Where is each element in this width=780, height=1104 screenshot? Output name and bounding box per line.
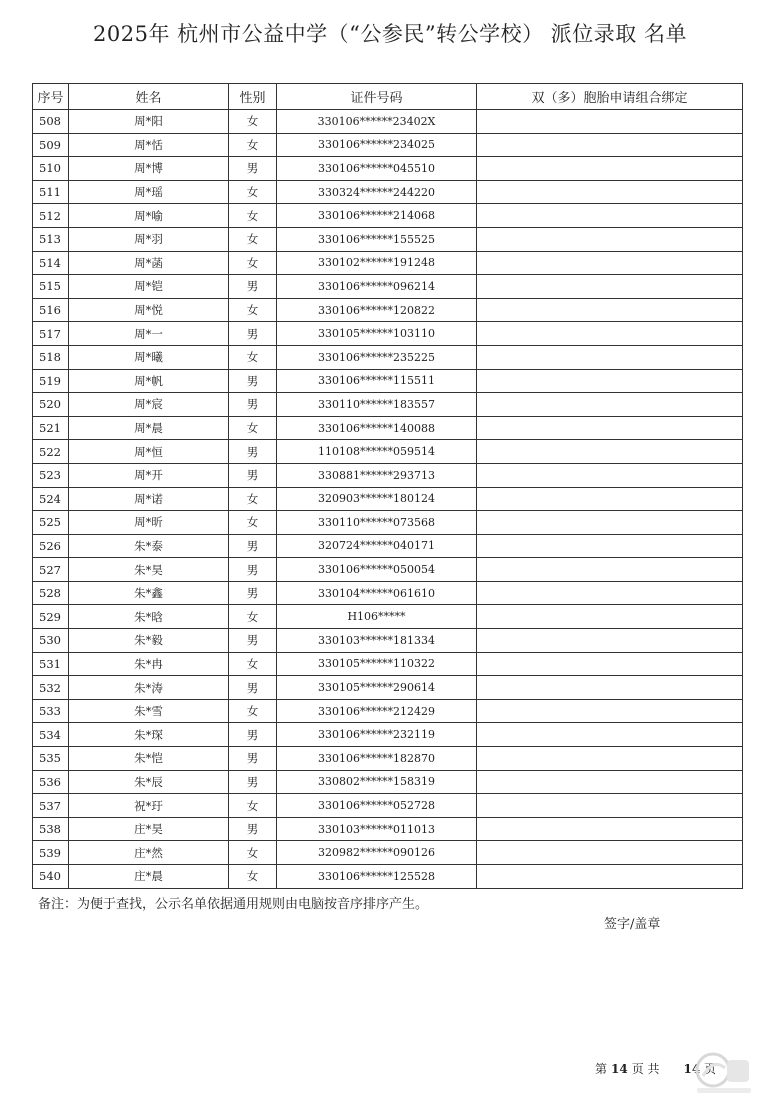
cell-twin-binding [477,275,743,299]
cell-name: 周*阳 [69,110,229,134]
table-row [33,605,743,629]
cell-id-number: 330106******115511 [277,369,477,393]
cell-id-number: 330106******214068 [277,204,477,228]
table-row [33,841,743,865]
cell-name: 周*开 [69,463,229,487]
cell-twin-binding [477,110,743,134]
cell-seq: 539 [33,841,69,865]
cell-gender: 女 [229,511,277,535]
cell-name: 祝*玗 [69,794,229,818]
cell-twin-binding [477,133,743,157]
cell-name: 周*一 [69,322,229,346]
table-row [33,723,743,747]
table-row [33,747,743,771]
cell-gender: 女 [229,487,277,511]
cell-seq: 518 [33,345,69,369]
cell-name: 周*帆 [69,369,229,393]
cell-name: 朱*雪 [69,699,229,723]
cell-twin-binding [477,157,743,181]
signature-label: 签字/盖章 [604,917,661,932]
table-row [33,393,743,417]
cell-name: 朱*琛 [69,723,229,747]
cell-seq: 531 [33,652,69,676]
cell-gender: 女 [229,416,277,440]
cell-id-number: 330106******182870 [277,747,477,771]
cell-name: 朱*恺 [69,747,229,771]
cell-gender: 女 [229,794,277,818]
cell-name: 庄*晨 [69,865,229,889]
cell-name: 周*宸 [69,393,229,417]
cell-seq: 524 [33,487,69,511]
cell-seq: 509 [33,133,69,157]
cell-gender: 女 [229,180,277,204]
cell-id-number: 330103******011013 [277,817,477,841]
cell-seq: 508 [33,110,69,134]
cell-name: 周*喻 [69,204,229,228]
cell-seq: 511 [33,180,69,204]
table-row [33,369,743,393]
roster-body [33,110,743,889]
site-watermark-logo-icon [693,1050,755,1096]
cell-id-number: 330102******191248 [277,251,477,275]
cell-seq: 514 [33,251,69,275]
cell-seq: 540 [33,865,69,889]
cell-gender: 女 [229,699,277,723]
cell-seq: 532 [33,676,69,700]
cell-name: 周*诺 [69,487,229,511]
cell-seq: 534 [33,723,69,747]
cell-name: 朱*晗 [69,605,229,629]
cell-id-number: 330106******052728 [277,794,477,818]
cell-seq: 533 [33,699,69,723]
cell-id-number: 330106******23402X [277,110,477,134]
cell-twin-binding [477,298,743,322]
cell-twin-binding [477,817,743,841]
cell-seq: 523 [33,463,69,487]
footnote: 备注：为便于查找，公示名单依据通用规则由电脑按音序排序产生。 [38,897,429,912]
cell-twin-binding [477,747,743,771]
cell-seq: 513 [33,227,69,251]
cell-twin-binding [477,605,743,629]
cell-id-number: 330802******158319 [277,770,477,794]
cell-id-number: 320903******180124 [277,487,477,511]
cell-twin-binding [477,393,743,417]
pager-total-pages: 14 [683,1062,701,1076]
table-row [33,298,743,322]
cell-id-number: 330106******045510 [277,157,477,181]
cell-gender: 男 [229,629,277,653]
table-row [33,463,743,487]
table-row [33,676,743,700]
cell-name: 朱*泰 [69,534,229,558]
cell-twin-binding [477,463,743,487]
cell-id-number: 330106******155525 [277,227,477,251]
column-header-gender: 性别 [229,84,277,110]
cell-id-number: 330106******232119 [277,723,477,747]
cell-id-number: 330881******293713 [277,463,477,487]
cell-twin-binding [477,723,743,747]
cell-id-number: H106***** [277,605,477,629]
cell-gender: 男 [229,322,277,346]
cell-twin-binding [477,841,743,865]
cell-twin-binding [477,629,743,653]
pager-suffix: 页 [704,1062,717,1076]
cell-twin-binding [477,227,743,251]
cell-gender: 男 [229,157,277,181]
cell-gender: 女 [229,110,277,134]
cell-seq: 517 [33,322,69,346]
cell-name: 周*羽 [69,227,229,251]
cell-twin-binding [477,487,743,511]
cell-twin-binding [477,180,743,204]
cell-twin-binding [477,416,743,440]
cell-twin-binding [477,699,743,723]
cell-twin-binding [477,652,743,676]
cell-id-number: 330106******140088 [277,416,477,440]
cell-name: 朱*辰 [69,770,229,794]
cell-twin-binding [477,322,743,346]
cell-gender: 女 [229,841,277,865]
cell-gender: 女 [229,605,277,629]
cell-id-number: 330106******234025 [277,133,477,157]
cell-seq: 527 [33,558,69,582]
cell-id-number: 330103******181334 [277,629,477,653]
cell-name: 朱*冉 [69,652,229,676]
cell-id-number: 320982******090126 [277,841,477,865]
cell-gender: 男 [229,558,277,582]
cell-gender: 男 [229,723,277,747]
cell-id-number: 330105******110322 [277,652,477,676]
cell-id-number: 330110******073568 [277,511,477,535]
table-row [33,511,743,535]
pager-prefix: 第 [595,1062,608,1076]
column-header-twin-binding: 双（多）胞胎申请组合绑定 [477,84,743,110]
cell-twin-binding [477,676,743,700]
column-header-name: 姓名 [69,84,229,110]
cell-name: 朱*毅 [69,629,229,653]
cell-seq: 525 [33,511,69,535]
cell-gender: 女 [229,133,277,157]
cell-id-number: 330106******050054 [277,558,477,582]
cell-name: 周*曦 [69,345,229,369]
cell-seq: 536 [33,770,69,794]
cell-twin-binding [477,770,743,794]
cell-seq: 538 [33,817,69,841]
cell-seq: 522 [33,440,69,464]
cell-name: 周*昕 [69,511,229,535]
cell-seq: 521 [33,416,69,440]
cell-seq: 528 [33,581,69,605]
cell-id-number: 330110******183557 [277,393,477,417]
table-row [33,416,743,440]
table-row [33,817,743,841]
cell-twin-binding [477,369,743,393]
cell-seq: 512 [33,204,69,228]
table-row [33,180,743,204]
table-row [33,133,743,157]
cell-seq: 519 [33,369,69,393]
cell-gender: 男 [229,817,277,841]
cell-id-number: 330324******244220 [277,180,477,204]
cell-name: 周*恒 [69,440,229,464]
cell-gender: 女 [229,345,277,369]
cell-seq: 526 [33,534,69,558]
table-row [33,440,743,464]
cell-gender: 男 [229,747,277,771]
table-row [33,534,743,558]
table-row [33,110,743,134]
table-row [33,629,743,653]
cell-gender: 女 [229,227,277,251]
column-header-id: 证件号码 [277,84,477,110]
cell-id-number: 330106******096214 [277,275,477,299]
table-row [33,699,743,723]
cell-twin-binding [477,251,743,275]
table-row [33,322,743,346]
pager-current-page: 14 [611,1062,628,1076]
cell-seq: 510 [33,157,69,181]
cell-name: 周*恬 [69,133,229,157]
cell-seq: 516 [33,298,69,322]
table-row [33,794,743,818]
table-header-row [33,84,743,110]
cell-id-number: 330106******212429 [277,699,477,723]
cell-name: 庄*昊 [69,817,229,841]
cell-id-number: 320724******040171 [277,534,477,558]
table-row [33,487,743,511]
cell-gender: 男 [229,676,277,700]
table-row [33,558,743,582]
cell-gender: 女 [229,251,277,275]
cell-name: 周*瑶 [69,180,229,204]
table-row [33,157,743,181]
cell-twin-binding [477,581,743,605]
table-row [33,204,743,228]
cell-seq: 520 [33,393,69,417]
table-row [33,251,743,275]
cell-twin-binding [477,511,743,535]
cell-name: 庄*然 [69,841,229,865]
cell-seq: 537 [33,794,69,818]
cell-id-number: 330105******103110 [277,322,477,346]
cell-id-number: 330106******120822 [277,298,477,322]
cell-twin-binding [477,558,743,582]
cell-gender: 女 [229,652,277,676]
pager-middle: 页 共 [631,1062,660,1076]
cell-gender: 女 [229,298,277,322]
cell-gender: 男 [229,581,277,605]
cell-seq: 535 [33,747,69,771]
table-row [33,652,743,676]
table-row [33,345,743,369]
cell-gender: 男 [229,770,277,794]
cell-name: 周*博 [69,157,229,181]
table-row [33,227,743,251]
admission-roster-table [32,83,743,889]
cell-name: 周*晨 [69,416,229,440]
cell-twin-binding [477,440,743,464]
cell-gender: 女 [229,865,277,889]
cell-seq: 515 [33,275,69,299]
cell-twin-binding [477,204,743,228]
cell-twin-binding [477,345,743,369]
table-row [33,770,743,794]
cell-name: 朱*涛 [69,676,229,700]
cell-gender: 男 [229,463,277,487]
cell-gender: 女 [229,204,277,228]
cell-name: 周*铠 [69,275,229,299]
cell-seq: 529 [33,605,69,629]
cell-id-number: 110108******059514 [277,440,477,464]
table-row [33,581,743,605]
cell-id-number: 330104******061610 [277,581,477,605]
table-row [33,865,743,889]
cell-twin-binding [477,865,743,889]
cell-gender: 男 [229,534,277,558]
cell-seq: 530 [33,629,69,653]
cell-gender: 男 [229,369,277,393]
cell-name: 周*菡 [69,251,229,275]
cell-gender: 男 [229,440,277,464]
cell-twin-binding [477,794,743,818]
cell-id-number: 330106******125528 [277,865,477,889]
table-row [33,275,743,299]
cell-name: 朱*鑫 [69,581,229,605]
cell-twin-binding [477,534,743,558]
cell-name: 周*悦 [69,298,229,322]
cell-id-number: 330106******235225 [277,345,477,369]
cell-id-number: 330105******290614 [277,676,477,700]
cell-gender: 男 [229,393,277,417]
document-title: 2025年 杭州市公益中学（“公参民”转公学校） 派位录取 名单 [93,22,687,46]
cell-name: 朱*昊 [69,558,229,582]
column-header-seq: 序号 [33,84,69,110]
cell-gender: 男 [229,275,277,299]
